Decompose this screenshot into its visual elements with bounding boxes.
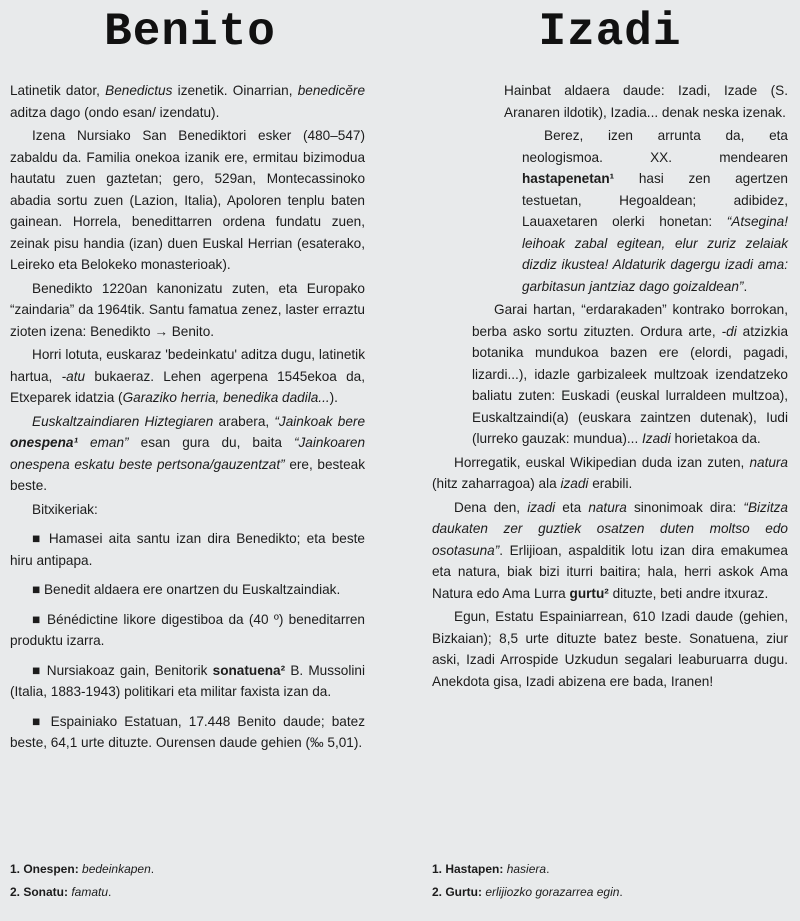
benito-bullet-3: ■ Bénédictine likore digestiboa da (40 º) beneditarren produktu izarra. (10, 611, 365, 648)
benito-bullet-5: ■ Espainiako Estatuan, 17.448 Benito daude; batez beste, 64,1 urte dituzte. Ourensen daude gehien (‰ 5,01). (10, 713, 365, 750)
izadi-footnote-2: 2. Gurtu: erlijiozko gorazarrea egin. (432, 885, 623, 899)
benito-body (10, 80, 365, 754)
benito-footnote-1: 1. Onespen: bedeinkapen. (10, 862, 155, 876)
izadi-p2: Berez, izen arrunta da, eta neologismoa. XX. mendearen hastapenetan¹ hasi zen agertzen testuetan, Hegoaldean; adibidez, Lauaxetaren olerki honetan: “Atsegina! leihoak zabal egitean, elur zuriz zelaiak dizdiz ikustea! Aldaturik dagergu izadi ama: garbitasun jantziaz dago goizaldean”. (522, 128, 788, 294)
izadi-p5: Dena den, izadi eta natura sinonimoak dira: “Bizitza daukaten zer guztiek osatzen duten moltso edo osotasuna”. Erlijioan, aspalditik lotu izan dira emakumea eta natura, biak bizi iturri baitira; hala, herri askok Ama Natura edo Ama Lurra gurtu² dituzte, beti andre itxuraz. (432, 499, 788, 601)
izadi-p3: Garai hartan, “erdarakaden” kontrako borrokan, berba asko sortu zituzten. Ordura arte, -di atzizkia botanika mundukoa bazen ere (elordi, pagadi, lizardi...), idazle garbizaleek multzoak izendatzeko baliatu zuten: Euskadi (euskal lurraldeen multzoa), Euskaltzaindi(a) (euskara zaintzen dutenak), Iudi (lurreko gauzak: mundua)... Izadi horietakoa da. (472, 302, 789, 446)
izadi-footnotes (432, 858, 623, 904)
benito-p2: Izena Nursiako San Benediktori esker (480–547) zabaldu da. Familia onekoa izanik ere, ermitau bizimodua hautatu zuen gaztetan; gero, 529an, Montecassinoko abadia sortu zuen (Lazion, Italia), Apoloren tenplu baten gainean. Horrela, benedittarren ordena fundatu zuen, zeinak pisu handia (izan) duen Euskal Herrian (esaterako, Leireko eta Belokeko monasterioak). (10, 128, 365, 272)
izadi-p1: Hainbat aldaera daude: Izadi, Izade (S. Aranaren ildotik), Izadia... denak neska izenak. (504, 83, 788, 120)
izadi-footnote-1: 1. Hastapen: hasiera. (432, 862, 550, 876)
benito-p3: Benedikto 1220an kanonizatu zuten, eta Europako “zaindaria” da 1964tik. Santu famatua zenez, laster erraztu zioten izena: Benedikto → Benito. (10, 280, 365, 339)
benito-footnotes (10, 858, 154, 904)
benito-p4: Horri lotuta, euskaraz 'bedeinkatu' aditza dugu, latinetik hartua, -atu bukaeraz. Lehen agerpena 1545ekoa da, Etxeparek idatzia (Garaziko herria, benedika dadila...). (10, 347, 365, 405)
benito-p1: Latinetik dator, Benedictus izenetik. Oinarrian, benedicĕre aditza dago (ondo esan/ izendatu). (10, 83, 365, 120)
izadi-p4: Horregatik, euskal Wikipedian duda izan zuten, natura (hitz zaharragoa) ala izadi erabili. (432, 454, 788, 491)
title-izadi: Izadi (538, 6, 682, 58)
benito-bullet-1: ■ Hamasei aita santu izan dira Benedikto; eta beste hiru antipapa. (10, 531, 365, 568)
benito-bullet-2: ■ Benedit aldaera ere onartzen du Euskaltzaindiak. (32, 582, 341, 597)
benito-bullet-4: ■ Nursiakoaz gain, Benitorik sonatuena² B. Mussolini (Italia, 1883-1943) politikari eta militar faxista izan da. (10, 662, 365, 699)
benito-p6: Bitxikeriak: (32, 501, 98, 517)
benito-p5: Euskaltzaindiaren Hiztegiaren arabera, “Jainkoak bere onespena¹ eman” esan gura du, baita “Jainkoaren onespena eskatu beste pertsona/gauzentzat” ere, besteak beste. (10, 413, 366, 493)
benito-footnote-2: 2. Sonatu: famatu. (10, 885, 112, 899)
izadi-p6: Egun, Estatu Espainiarrean, 610 Izadi daude (gehien, Bizkaian); 8,5 urte dituzte batez beste. Sonatuena, ziur aski, Izadi Arrospide Uzkudun segalari leaburuarra dugu. Anekdota gisa, Izadi abizena ere bada, Iranen! (432, 609, 788, 689)
izadi-body (432, 80, 788, 692)
title-benito: Benito (104, 6, 276, 58)
